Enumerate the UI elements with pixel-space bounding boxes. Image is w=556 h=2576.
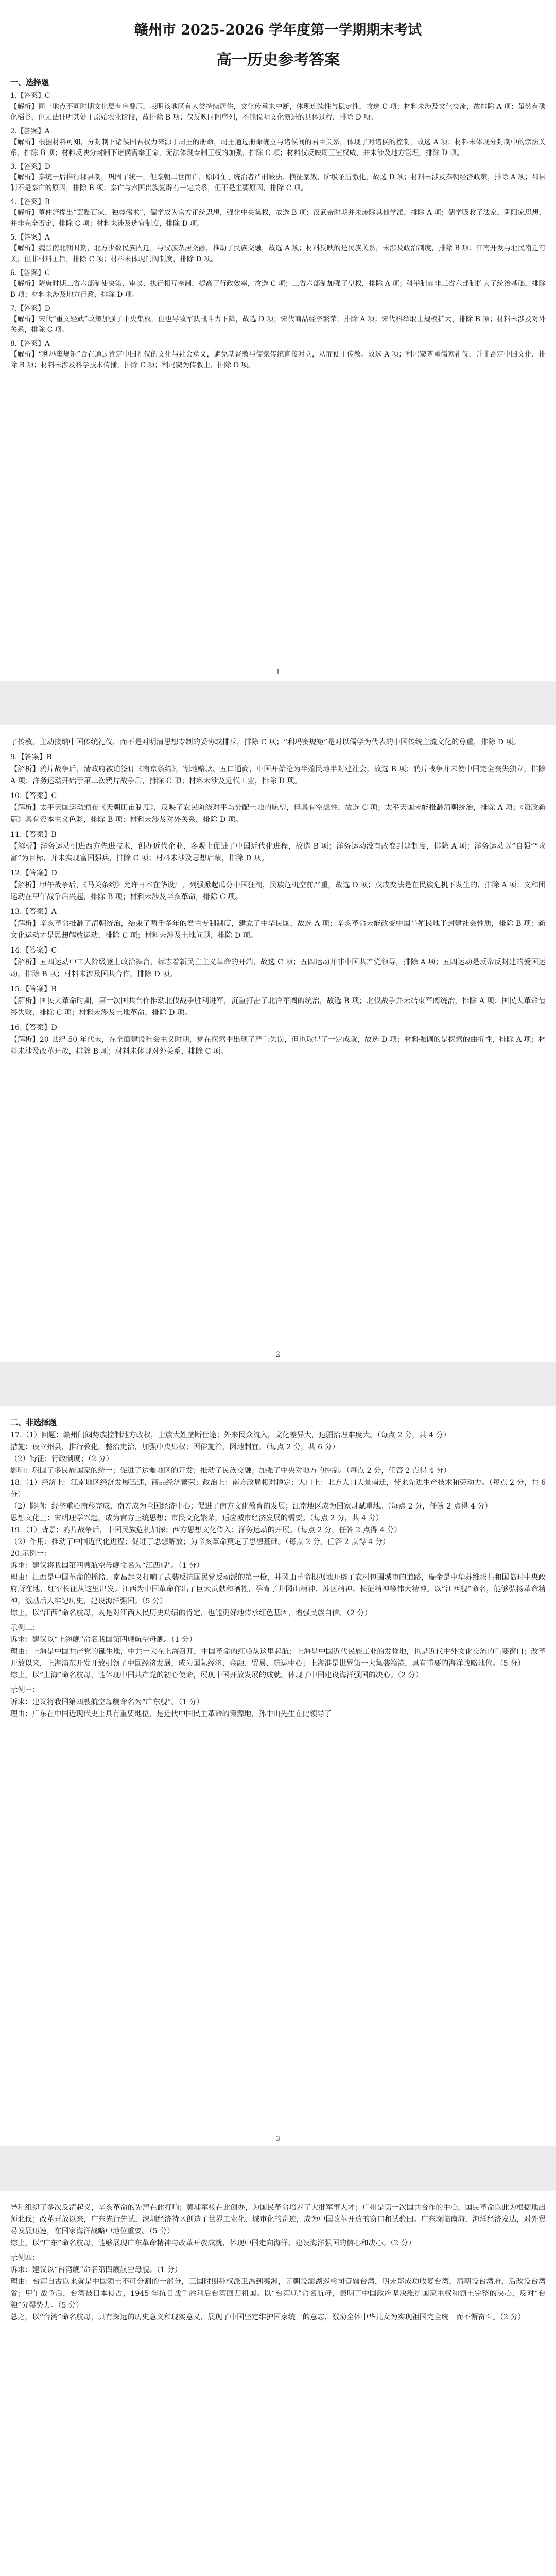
answer-key: 14.【答案】C bbox=[10, 946, 57, 955]
answer-paragraph: 【解析】五四运动中工人阶级登上政治舞台，标志着新民主主义革命的开端，故选 C 项；五四运动并非中国共产党领导，排除 A 项；五四运动是反帝反封建的爱国运动，排除 B 项；材料未涉及国共合作，排除 D 项。 bbox=[10, 958, 546, 978]
answer-paragraph: 17.（1）问题：赣州门阀势族控制地方政权，士族大姓垄断仕途；外来民众流入，文化差异大，边疆治理难度大。（每点 2 分，共 4 分） bbox=[10, 1431, 451, 1439]
answer-paragraph: 了传教，主动接纳中国传统礼仪，而不是对明清思想专制的妥协或排斥，排除 C 项；“利玛窦规矩”是对以儒学为代表的中国传统主流文化的尊重，排除 D 项。 bbox=[10, 738, 521, 747]
answer-paragraph: 示例二： bbox=[10, 1624, 40, 1632]
answer-paragraph: 20.示例一： bbox=[10, 1550, 51, 1558]
answer-paragraph: 【解析】洋务运动引进西方先进技术，创办近代企业，客观上促进了中国近代化进程，故选 B 项；洋务运动没有改变封建制度，排除 A 项；洋务运动以“自强”“求富”为目标，并未实现富国强兵，排除 C 项；材料未涉及思想启蒙，排除 D 项。 bbox=[10, 842, 546, 862]
answer-paragraph: 【解析】太平天国运动颁布《天朝田亩制度》，反映了农民阶级对平均分配土地的愿望，但具有空想性，故选 C 项；太平天国未能推翻清朝统治，排除 A 项；《资政新篇》具有资本主义色彩，排除 B 项；材料未涉及对外关系，排除 D 项。 bbox=[10, 804, 546, 824]
answer-paragraph: 理由：广东在中国近现代史上具有重要地位，是近代中国民主革命的策源地，孙中山先生在此领导了 bbox=[10, 1710, 332, 1718]
answer-key: 6.【答案】C bbox=[10, 268, 50, 277]
answer-paragraph: 18.（1）经济上：江南地区经济发展迅速，商品经济繁荣；政治上：南方政局相对稳定；人口上：北方人口大量南迁，带来先进生产技术和劳动力。（每点 2 分，共 6 分） bbox=[10, 1479, 546, 1499]
page-2 bbox=[0, 725, 556, 1362]
answer-paragraph: 【解析】辛亥革命推翻了清朝统治，结束了两千多年的君主专制制度，建立了中华民国，故选 A 项；辛亥革命未能改变中国半殖民地半封建社会性质，排除 B 项；新文化运动才是思想解放运动，排除 C 项；材料未涉及土地问题，排除 D 项。 bbox=[10, 920, 546, 940]
answer-paragraph: 【解析】魏晋南北朝时期，北方少数民族内迁，与汉族杂居交融，推动了民族交融，故选 A 项；材料反映的是民族关系，未涉及政治制度，排除 B 项；江南开发与北民南迁有关，但非材料主旨，排除 C 项；材料未体现门阀制度，排除 D 项。 bbox=[10, 244, 546, 263]
answer-paragraph: （2）特征：行政制度；（2 分） bbox=[10, 1455, 113, 1463]
answer-paragraph: 【解析】根据材料可知，分封制下诸侯国君权力来源于周王的册命，周王通过册命确立与诸侯间的君臣关系，体现了对诸侯的控制，故选 A 项；材料未体现分封制中的宗法关系，排除 B 项；材料反映分封制下诸侯需奉王命，无法体现专制王权的加强，排除 C 项；材料仅反映周王室权威，并未涉及地方管理，排除 D 项。 bbox=[10, 138, 546, 157]
answer-key: 4.【答案】B bbox=[10, 198, 50, 207]
answer-paragraph: 【解析】鸦片战争后，清政府被迫签订《南京条约》，割地赔款、五口通商，中国开始沦为半殖民地半封建社会，故选 B 项；鸦片战争并未使中国完全丧失独立，排除 A 项；洋务运动开始于第二次鸦片战争后，排除 C 项；材料未涉及近代工业，排除 D 项。 bbox=[10, 765, 546, 785]
answer-key: 16.【答案】D bbox=[10, 1024, 57, 1032]
answer-key: 10.【答案】C bbox=[10, 792, 57, 800]
page-3-content bbox=[10, 1430, 546, 1720]
page-2-content bbox=[10, 725, 546, 1058]
answer-key: 15.【答案】B bbox=[10, 985, 57, 993]
answer-paragraph: 【解析】董仲舒提出“罢黜百家，独尊儒术”，儒学成为官方正统思想，强化中央集权，故选 B 项；汉武帝时期并未废除其他学派，排除 A 项；儒学吸收了法家、阴阳家思想，并非完全否定，排除 C 项；材料未涉及选官制度，排除 D 项。 bbox=[10, 209, 546, 228]
section-heading-nonchoice: 二、非选择题 bbox=[10, 1418, 57, 1427]
answer-paragraph: 导和组织了多次反清起义，辛亥革命的先声在此打响；黄埔军校在此创办，为国民革命培养了大批军事人才；广州是第一次国共合作的中心，国民革命以此为根据地出师北伐；改革开放以来，广东先行先试，深圳经济特区创造了世界工业化、城市化的奇迹，成为中国改革开放的窗口和试验田。广东濒临南海，海洋经济发达，对外贸易发展迅速，在国家海洋战略中地位重要。（5 分） bbox=[10, 2204, 546, 2235]
page-gap bbox=[0, 1362, 556, 1406]
answer-paragraph: 示例三： bbox=[10, 1686, 40, 1694]
answer-key: 8.【答案】A bbox=[10, 340, 50, 348]
page-number: 1 bbox=[275, 669, 281, 676]
answer-paragraph: 综上，以“江西”命名航母，既是对江西人民历史功绩的肯定，也能更好地传承红色基因，增强民族自信。（2 分） bbox=[10, 1609, 372, 1617]
answer-paragraph: （2）作用：推动了中国近代化进程；促进了思想解放；为辛亥革命奠定了思想基础。（每点 2 分，任答 2 点得 4 分） bbox=[10, 1538, 390, 1546]
answer-paragraph: 【解析】隋唐时期三省六部制使决策、审议、执行相互牵制，提高了行政效率，故选 C 项；三省六部制加强了皇权，排除 A 项；科举制而非三省六部制扩大了统治基础，排除 B 项；材料未涉及地方行政，排除 D 项。 bbox=[10, 279, 546, 299]
answer-paragraph: 【解析】甲午战争后，《马关条约》允许日本在华设厂，列强掀起瓜分中国狂潮，民族危机空前严重，故选 D 项；戊戌变法是在民族危机下发生的，排除 A 项；义和团运动在甲午战争后兴起，排除 B 项；材料未涉及辛亥革命，排除 C 项。 bbox=[10, 881, 546, 901]
answer-paragraph: 综上，以“上海”命名航母，能体现中国共产党的初心使命，展现中国开放发展的成就，体现了中国建设海洋强国的决心。（2 分） bbox=[10, 1671, 423, 1680]
answer-paragraph: 诉求：建议将我国第四艘航空母舰命名为“江西舰”。（1 分） bbox=[10, 1562, 204, 1570]
answer-paragraph: 【解析】20 世纪 50 年代末，在全面建设社会主义时期，党在探索中出现了严重失误，但也取得了一定成就，故选 D 项；材料强调的是探索的曲折性，排除 A 项；材料未涉及改革开放，排除 B 项；材料未体现对外关系，排除 C 项。 bbox=[10, 1036, 546, 1056]
page-gap bbox=[0, 2146, 556, 2191]
page-gap bbox=[0, 681, 556, 725]
answer-key: 12.【答案】D bbox=[10, 869, 57, 877]
answer-paragraph: 思想文化上：宋明理学兴起，成为官方正统思想；市民文化繁荣，适应城市经济发展的需要。（每点 2 分，共 4 分） bbox=[10, 1514, 384, 1522]
answer-paragraph: 理由：台湾自古以来就是中国领土不可分割的一部分，三国时期孙权派卫温到夷洲，元朝设澎湖巡检司管辖台湾，明末郑成功收复台湾，清朝设台湾府，后改设台湾省；甲午战争后，台湾被日本侵占，1945 年抗日战争胜利后台湾回归祖国。以“台湾舰”命名航母，表明了中国政府坚决维护国家主权和领土完整的决心，反对“台独”分裂势力。（5 分） bbox=[10, 2278, 546, 2310]
answer-key: 5.【答案】A bbox=[10, 233, 50, 242]
answer-paragraph: 综上，以“广东”命名航母，能够展现广东革命精神与改革开放成就，体现中国走向海洋、建设海洋强国的信心和决心。（2 分） bbox=[10, 2239, 416, 2247]
answer-paragraph: （2）影响：经济重心南移完成，南方成为全国经济中心；促进了南方文化教育的发展；江南地区成为国家财赋重地。（每点 2 分，任答 2 点得 4 分） bbox=[10, 1502, 492, 1511]
answer-paragraph: 总之，以“台湾”命名航母，具有深远的历史意义和现实意义，展现了中国坚定维护国家统一的意志，激励全体中华儿女为实现祖国完全统一而不懈奋斗。（2 分） bbox=[10, 2313, 525, 2321]
answer-key: 11.【答案】B bbox=[10, 831, 57, 839]
answer-paragraph: 诉求：建议以“上海舰”命名我国第四艘航空母舰。（1 分） bbox=[10, 1636, 197, 1644]
answer-paragraph: 【解析】秦统一后推行郡县制，巩固了统一，但秦朝二世而亡，原因在于统治者严刑峻法、横征暴敛，阶级矛盾激化，故选 D 项；材料未涉及秦朝经济政策，排除 A 项；郡县制不是秦亡的原因，排除 B 项；秦亡与六国贵族复辟有一定关系，但不是主要原因，排除 C 项。 bbox=[10, 173, 546, 193]
answer-key: 2.【答案】A bbox=[10, 127, 50, 135]
answer-key: 9.【答案】B bbox=[10, 753, 52, 761]
document-subtitle: 高一历史参考答案 bbox=[216, 51, 340, 69]
answer-paragraph: 【解析】“利玛窦规矩”旨在通过肯定中国礼仪的文化与社会意义，避免基督教与儒家传统直接对立，从而便于传教。故选 A 项；利玛窦尊重儒家礼仪，并非否定中国文化，排除 B 项；材料未涉及科学技术传播，排除 C 项；利玛窦为传教士，排除 D 项。 bbox=[10, 350, 546, 370]
page-number: 3 bbox=[275, 2135, 281, 2143]
answer-paragraph: 【解析】宋代“重文轻武”政策加强了中央集权，但也导致军队战斗力下降，故选 D 项；宋代商品经济繁荣，排除 A 项；宋代科举取士规模扩大，排除 B 项；材料未涉及对外关系，排除 C 项。 bbox=[10, 315, 546, 334]
answer-paragraph: 19.（1）背景：鸦片战争后，中国民族危机加深；西方思想文化传入；洋务运动的开展。（每点 2 分，任答 2 点得 4 分） bbox=[10, 1526, 402, 1534]
document-title: 赣州市 2025-2026 学年度第一学期期末考试 bbox=[134, 22, 422, 38]
answer-key: 3.【答案】D bbox=[10, 162, 50, 171]
answer-paragraph: 措施：设立州县，推行教化，整治吏治，加强中央集权；因俗施治，因地制宜。（每点 2 分，共 6 分） bbox=[10, 1443, 340, 1451]
answer-paragraph: 【解析】国民大革命时期，第一次国共合作推动北伐战争胜利进军，沉重打击了北洋军阀的统治，故选 B 项；北伐战争并未结束军阀统治，排除 A 项；国民大革命最终失败，排除 C 项；材料未涉及土地革命，排除 D 项。 bbox=[10, 997, 546, 1017]
answer-key: 1.【答案】C bbox=[10, 92, 50, 100]
answer-paragraph: 影响：巩固了多民族国家的统一；促进了边疆地区的开发；推动了民族交融；加强了中央对地方的控制。（每点 2 分，任答 2 点得 4 分） bbox=[10, 1467, 451, 1475]
answer-paragraph: 示例四： bbox=[10, 2254, 40, 2262]
page-4 bbox=[0, 2191, 556, 2576]
answer-paragraph: 理由：江西是中国革命的摇篮，南昌起义打响了武装反抗国民党反动派的第一枪，井冈山革命根据地开辟了农村包围城市的道路，瑞金是中华苏维埃共和国临时中央政府所在地，红军长征从这里出发。江西为中国革命作出了巨大贡献和牺牲，孕育了井冈山精神、苏区精神、长征精神等伟大精神。以“江西舰”命名，能够弘扬革命精神，激励后人牢记历史，建设海洋强国。（5 分） bbox=[10, 1573, 546, 1605]
page-1-content bbox=[10, 91, 546, 371]
page-4-content bbox=[10, 2191, 546, 2324]
answer-key: 7.【答案】D bbox=[10, 304, 50, 313]
section-heading-choice: 一、选择题 bbox=[10, 78, 49, 87]
page-number: 2 bbox=[275, 1351, 281, 1359]
answer-paragraph: 【解析】同一地点不同时期文化层有序叠压，表明该地区有人类持续居住，文化传承未中断，体现连续性与稳定性，故选 C 项；材料未涉及文化交流，故排除 A 项；虽然有碳化稻谷，但无法证明其处于原始农业阶段，故排除 B 项；仅反映时间序列，不能说明文化演进的具体过程，排除 D 项。 bbox=[10, 102, 546, 122]
answer-paragraph: 诉求：建议将我国第四艘航空母舰命名为“广东舰”。（1 分） bbox=[10, 1698, 204, 1706]
page-3 bbox=[0, 1406, 556, 2146]
answer-paragraph: 诉求：建议以“台湾舰”命名第四艘航空母舰。（1 分） bbox=[10, 2266, 182, 2274]
answer-paragraph: 理由：上海是中国共产党的诞生地，中共一大在上海召开，中国革命的红船从这里起航；上海是中国近代民族工业的发祥地，也是近代中外文化交流的重要窗口；改革开放以来，上海浦东开发开放引领了中国经济发展，成为国际经济、金融、贸易、航运中心；上海港是世界第一大集装箱港，具有重要的海洋战略地位。（5 分） bbox=[10, 1648, 546, 1668]
answer-key: 13.【答案】A bbox=[10, 908, 57, 916]
page-1 bbox=[0, 0, 556, 681]
